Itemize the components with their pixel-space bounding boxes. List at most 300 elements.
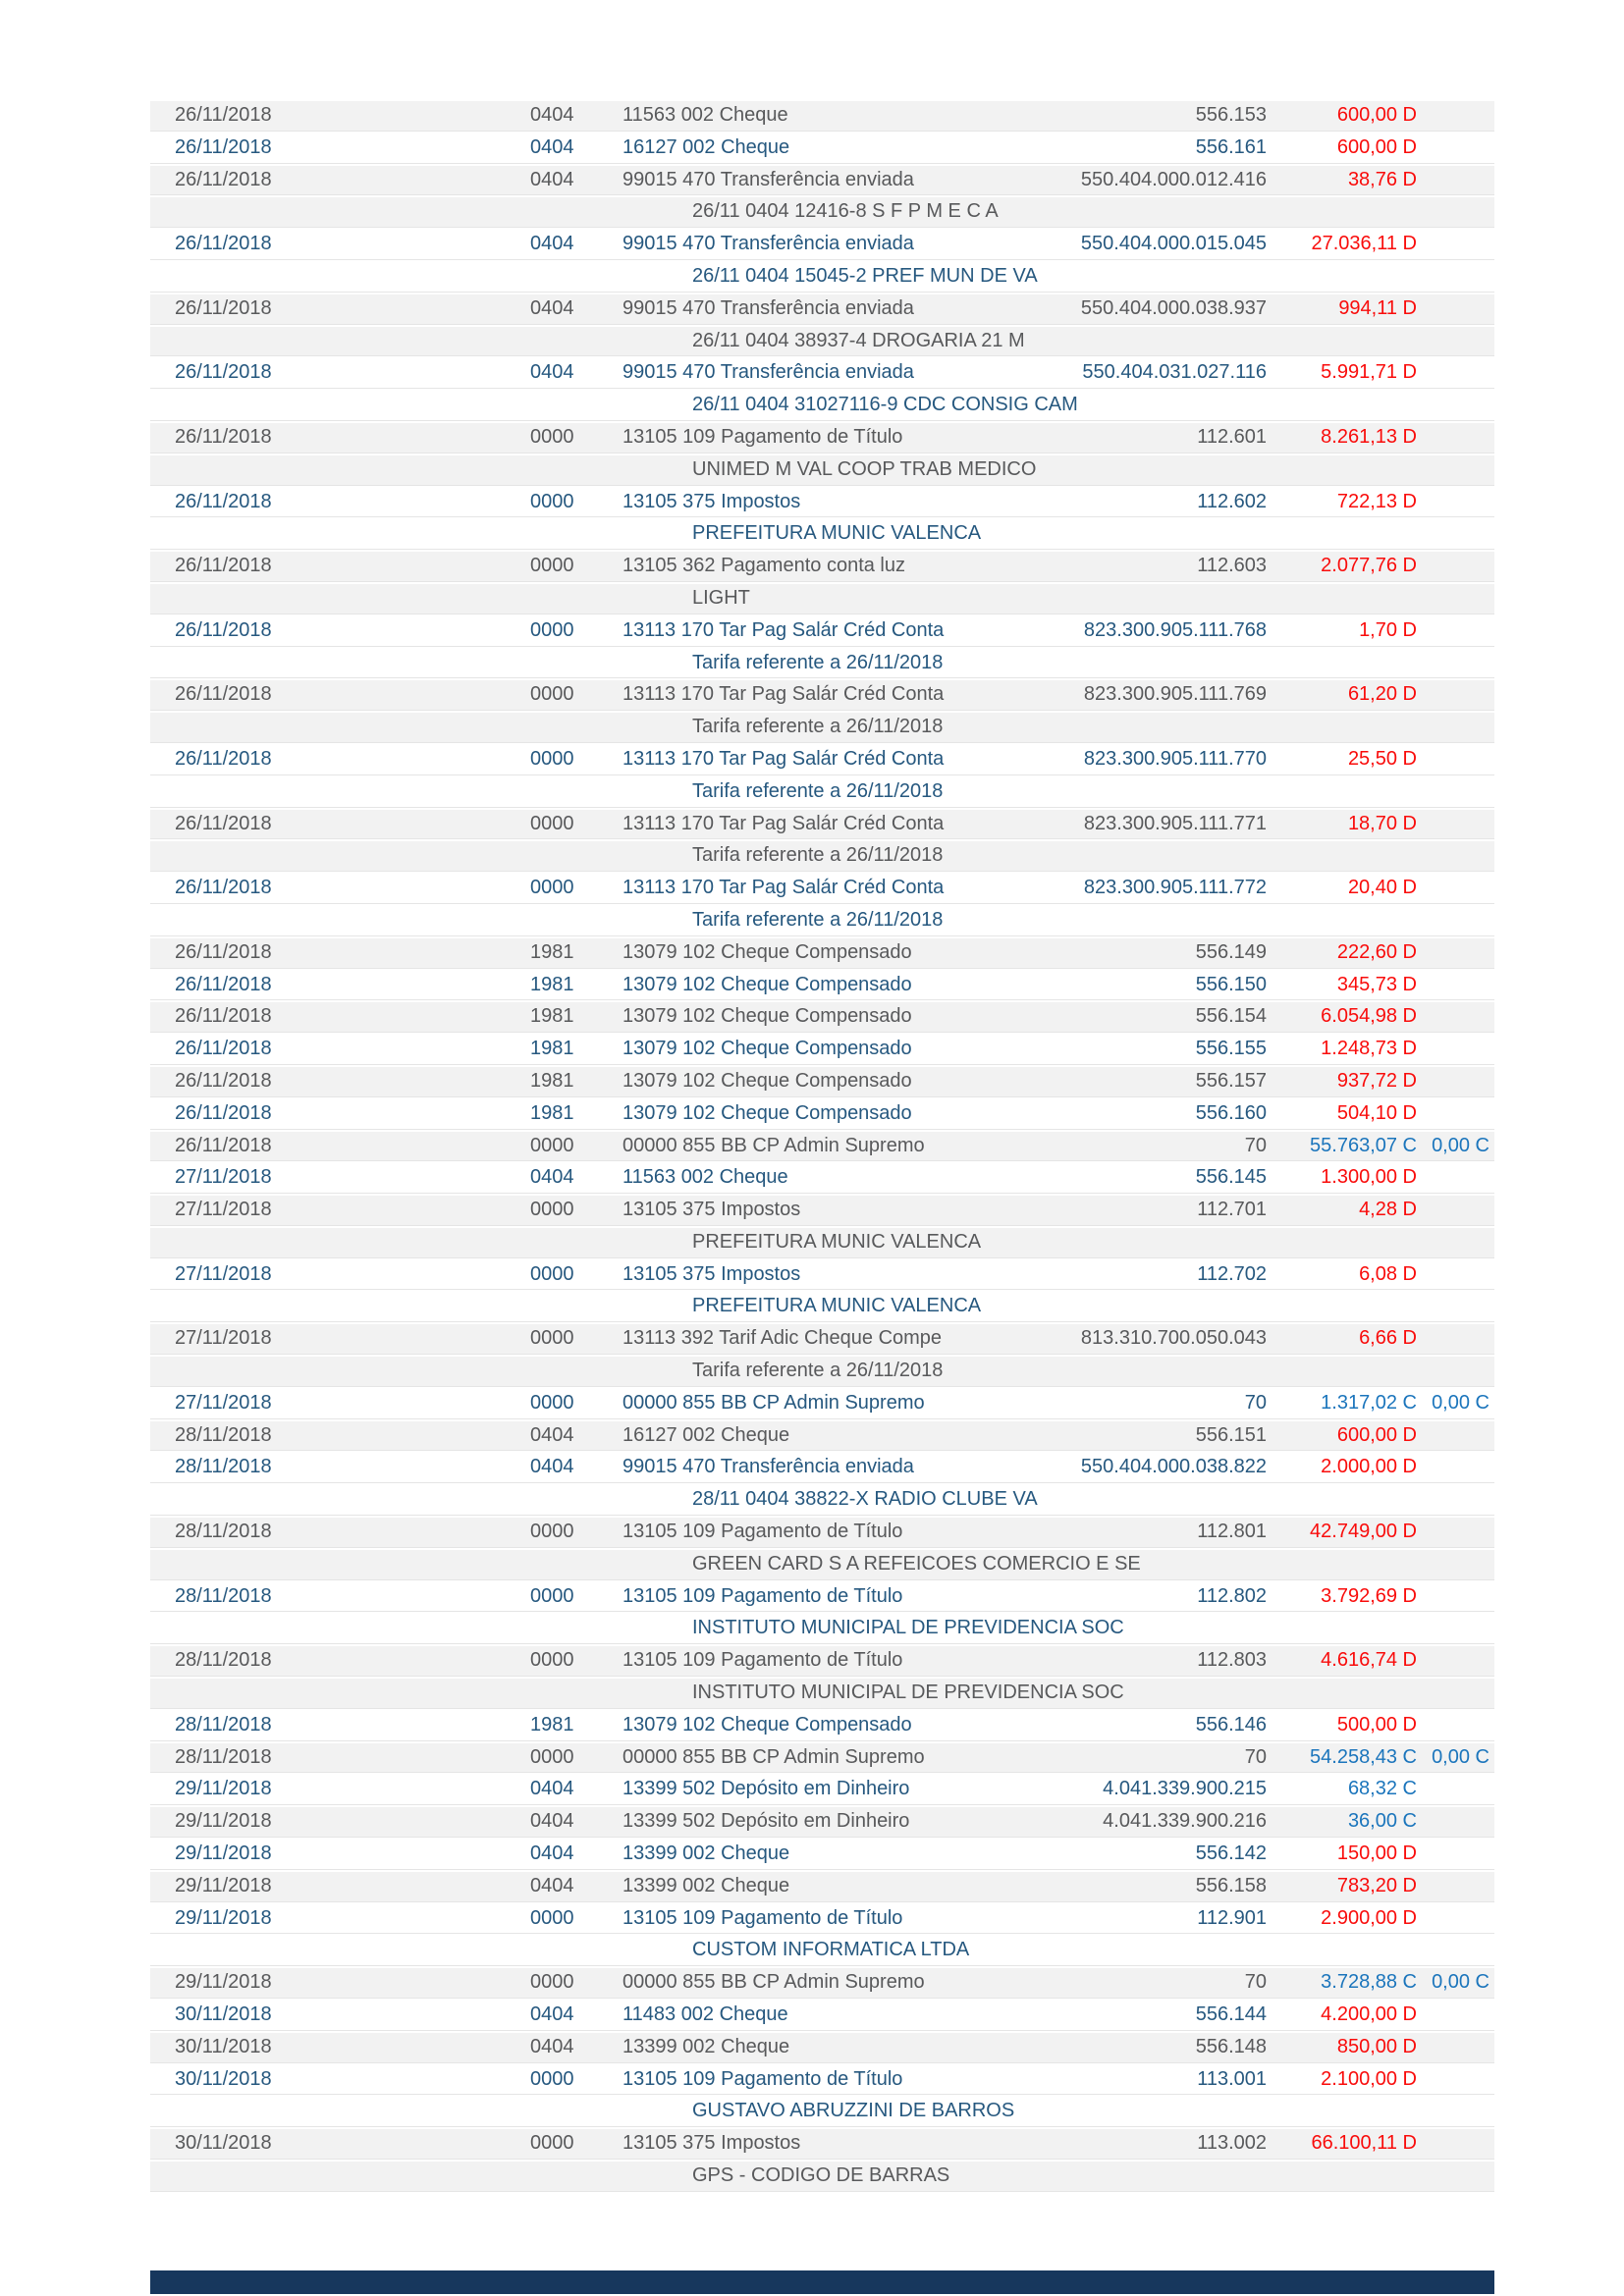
transaction-value: 2.000,00 D xyxy=(1321,1456,1417,1478)
transaction-row xyxy=(150,1260,1494,1290)
transaction-row xyxy=(150,1389,1494,1418)
transaction-document: 70 xyxy=(1244,1391,1267,1414)
transaction-detail: GREEN CARD S A REFEICOES COMERCIO E SE xyxy=(692,1552,1141,1575)
transaction-value: 1,70 D xyxy=(1359,618,1417,641)
transaction-row xyxy=(150,1775,1494,1804)
transaction-row xyxy=(150,2065,1494,2095)
transaction-value: 783,20 D xyxy=(1336,1874,1417,1896)
transaction-value: 850,00 D xyxy=(1336,2035,1417,2057)
transaction-branch: 0000 xyxy=(530,555,574,577)
transaction-value: 55.763,07 C xyxy=(1310,1134,1417,1156)
transaction-description: 13113 392 Tarif Adic Cheque Compe xyxy=(623,1327,943,1350)
transaction-value: 222,60 D xyxy=(1336,940,1417,963)
transaction-detail-row xyxy=(150,262,1494,292)
transaction-date: 29/11/2018 xyxy=(175,1842,272,1865)
transaction-row xyxy=(150,1872,1494,1901)
transaction-description: 13079 102 Cheque Compensado xyxy=(623,1069,912,1092)
transaction-document: 823.300.905.111.771 xyxy=(1083,812,1267,834)
transaction-row xyxy=(150,1196,1494,1225)
transaction-description: 00000 855 BB CP Admin Supremo xyxy=(623,1971,925,1994)
transaction-value: 4.616,74 D xyxy=(1321,1649,1417,1672)
transaction-detail-row xyxy=(150,391,1494,420)
transaction-detail-row xyxy=(150,649,1494,678)
transaction-branch: 0404 xyxy=(530,1423,574,1446)
transaction-document: 556.157 xyxy=(1195,1069,1267,1092)
transaction-detail-row xyxy=(150,1679,1494,1708)
transaction-detail-row xyxy=(150,584,1494,614)
transaction-date: 26/11/2018 xyxy=(175,1101,272,1124)
footer-bar xyxy=(150,2270,1494,2294)
transaction-branch: 0000 xyxy=(530,2132,574,2155)
transaction-detail-row xyxy=(150,2162,1494,2191)
transaction-detail-row xyxy=(150,519,1494,549)
transaction-branch: 0000 xyxy=(530,1262,574,1285)
transaction-branch: 0000 xyxy=(530,1199,574,1221)
transaction-date: 30/11/2018 xyxy=(175,2003,272,2026)
transaction-detail: 26/11 0404 31027116-9 CDC CONSIG CAM xyxy=(692,394,1078,416)
transaction-description: 13105 362 Pagamento conta luz xyxy=(623,555,905,577)
transaction-date: 26/11/2018 xyxy=(175,104,272,126)
transaction-branch: 0000 xyxy=(530,1391,574,1414)
transaction-branch: 0000 xyxy=(530,1906,574,1929)
transaction-description: 99015 470 Transferência enviada xyxy=(623,233,914,255)
transaction-row xyxy=(150,745,1494,774)
transaction-branch: 0404 xyxy=(530,168,574,190)
transaction-document: 556.144 xyxy=(1195,2003,1267,2026)
transaction-document: 113.002 xyxy=(1197,2132,1267,2155)
transaction-description: 99015 470 Transferência enviada xyxy=(623,1456,914,1478)
transaction-description: 13105 109 Pagamento de Título xyxy=(623,2067,903,2090)
transaction-date: 27/11/2018 xyxy=(175,1262,272,1285)
transaction-document: 556.153 xyxy=(1195,104,1267,126)
transaction-value: 5.991,71 D xyxy=(1321,361,1417,384)
transaction-branch: 0000 xyxy=(530,812,574,834)
transaction-value: 42.749,00 D xyxy=(1310,1521,1417,1543)
transaction-value: 27.036,11 D xyxy=(1311,233,1417,255)
transaction-detail-row xyxy=(150,1614,1494,1643)
transaction-branch: 0000 xyxy=(530,683,574,706)
transaction-date: 26/11/2018 xyxy=(175,1134,272,1156)
transaction-document: 556.151 xyxy=(1195,1423,1267,1446)
transaction-secondary-value: 0,00 C xyxy=(1432,1134,1489,1156)
transaction-date: 29/11/2018 xyxy=(175,1971,272,1994)
transaction-document: 112.602 xyxy=(1197,490,1267,512)
transaction-row xyxy=(150,1163,1494,1193)
transaction-branch: 0404 xyxy=(530,1456,574,1478)
transaction-detail-row xyxy=(150,1228,1494,1257)
transaction-detail: PREFEITURA MUNIC VALENCA xyxy=(692,1295,982,1317)
transaction-branch: 0404 xyxy=(530,135,574,158)
transaction-row xyxy=(150,1132,1494,1161)
transaction-document: 4.041.339.900.216 xyxy=(1103,1810,1267,1833)
transaction-value: 66.100,11 D xyxy=(1311,2132,1417,2155)
transaction-value: 2.077,76 D xyxy=(1321,555,1417,577)
transaction-row xyxy=(150,1453,1494,1482)
transaction-row xyxy=(150,680,1494,710)
transaction-detail-row xyxy=(150,1485,1494,1515)
transaction-value: 20,40 D xyxy=(1347,877,1417,899)
transaction-branch: 1981 xyxy=(530,973,574,995)
transaction-branch: 0000 xyxy=(530,1745,574,1768)
transaction-document: 113.001 xyxy=(1197,2067,1267,2090)
transaction-detail-row xyxy=(150,1550,1494,1579)
transaction-branch: 0404 xyxy=(530,1778,574,1800)
transaction-detail-row xyxy=(150,327,1494,356)
transaction-row xyxy=(150,294,1494,324)
transaction-date: 28/11/2018 xyxy=(175,1713,272,1735)
transaction-value: 722,13 D xyxy=(1336,490,1417,512)
transaction-document: 112.701 xyxy=(1197,1199,1267,1221)
transaction-detail: Tarifa referente a 26/11/2018 xyxy=(692,908,944,931)
transaction-branch: 0404 xyxy=(530,233,574,255)
transaction-row xyxy=(150,1035,1494,1064)
transaction-branch: 0000 xyxy=(530,490,574,512)
transaction-date: 30/11/2018 xyxy=(175,2067,272,2090)
transaction-secondary-value: 0,00 C xyxy=(1432,1971,1489,1994)
transaction-branch: 1981 xyxy=(530,940,574,963)
transaction-value: 1.248,73 D xyxy=(1321,1038,1417,1060)
transaction-date: 27/11/2018 xyxy=(175,1199,272,1221)
transaction-description: 13399 002 Cheque xyxy=(623,1842,790,1865)
transaction-description: 13113 170 Tar Pag Salár Créd Conta xyxy=(623,747,945,770)
transaction-branch: 0404 xyxy=(530,296,574,319)
transaction-value: 38,76 D xyxy=(1347,168,1417,190)
transaction-value: 6,08 D xyxy=(1359,1262,1417,1285)
transaction-description: 13399 502 Depósito em Dinheiro xyxy=(623,1778,910,1800)
transaction-detail: INSTITUTO MUNICIPAL DE PREVIDENCIA SOC xyxy=(692,1682,1124,1704)
transaction-date: 26/11/2018 xyxy=(175,555,272,577)
transaction-detail: GUSTAVO ABRUZZINI DE BARROS xyxy=(692,2100,1015,2122)
transaction-row xyxy=(150,810,1494,839)
transaction-date: 26/11/2018 xyxy=(175,361,272,384)
transaction-document: 556.154 xyxy=(1195,1005,1267,1028)
transaction-branch: 0404 xyxy=(530,2035,574,2057)
transaction-description: 13113 170 Tar Pag Salár Créd Conta xyxy=(623,683,945,706)
transaction-row xyxy=(150,2033,1494,2062)
transaction-document: 70 xyxy=(1244,1745,1267,1768)
transaction-branch: 0000 xyxy=(530,618,574,641)
transaction-date: 29/11/2018 xyxy=(175,1874,272,1896)
transaction-branch: 1981 xyxy=(530,1005,574,1028)
transaction-branch: 0404 xyxy=(530,2003,574,2026)
transaction-detail-row xyxy=(150,1936,1494,1965)
transaction-detail-row xyxy=(150,841,1494,871)
transaction-value: 6,66 D xyxy=(1359,1327,1417,1350)
statement-table xyxy=(150,101,1494,2194)
transaction-document: 556.149 xyxy=(1195,940,1267,963)
transaction-document: 556.155 xyxy=(1195,1038,1267,1060)
transaction-document: 112.603 xyxy=(1197,555,1267,577)
transaction-detail: PREFEITURA MUNIC VALENCA xyxy=(692,522,982,545)
transaction-value: 150,00 D xyxy=(1336,1842,1417,1865)
transaction-row xyxy=(150,1968,1494,1998)
transaction-description: 99015 470 Transferência enviada xyxy=(623,168,914,190)
transaction-detail-row xyxy=(150,2097,1494,2126)
transaction-description: 13105 109 Pagamento de Título xyxy=(623,1906,903,1929)
transaction-date: 28/11/2018 xyxy=(175,1423,272,1446)
transaction-value: 600,00 D xyxy=(1336,104,1417,126)
transaction-detail: 28/11 0404 38822-X RADIO CLUBE VA xyxy=(692,1488,1038,1511)
transaction-branch: 0000 xyxy=(530,1584,574,1607)
transaction-description: 16127 002 Cheque xyxy=(623,135,790,158)
transaction-description: 13105 109 Pagamento de Título xyxy=(623,1521,903,1543)
transaction-branch: 0000 xyxy=(530,877,574,899)
transaction-description: 13079 102 Cheque Compensado xyxy=(623,973,912,995)
transaction-branch: 0404 xyxy=(530,1166,574,1189)
transaction-value: 6.054,98 D xyxy=(1321,1005,1417,1028)
transaction-description: 99015 470 Transferência enviada xyxy=(623,296,914,319)
transaction-description: 13079 102 Cheque Compensado xyxy=(623,1713,912,1735)
transaction-row xyxy=(150,1067,1494,1096)
transaction-detail-row xyxy=(150,455,1494,485)
transaction-row xyxy=(150,971,1494,1000)
transaction-date: 28/11/2018 xyxy=(175,1456,272,1478)
transaction-detail-row xyxy=(150,777,1494,807)
transaction-document: 112.801 xyxy=(1197,1521,1267,1543)
transaction-detail-row xyxy=(150,1357,1494,1386)
transaction-date: 29/11/2018 xyxy=(175,1906,272,1929)
transaction-row xyxy=(150,488,1494,517)
transaction-description: 13079 102 Cheque Compensado xyxy=(623,1101,912,1124)
transaction-row xyxy=(150,1646,1494,1676)
transaction-document: 556.148 xyxy=(1195,2035,1267,2057)
transaction-description: 99015 470 Transferência enviada xyxy=(623,361,914,384)
transaction-description: 00000 855 BB CP Admin Supremo xyxy=(623,1391,925,1414)
transaction-document: 112.702 xyxy=(1197,1262,1267,1285)
transaction-value: 1.300,00 D xyxy=(1321,1166,1417,1189)
transaction-document: 556.142 xyxy=(1195,1842,1267,1865)
transaction-row xyxy=(150,1840,1494,1869)
transaction-date: 26/11/2018 xyxy=(175,940,272,963)
transaction-description: 13105 375 Impostos xyxy=(623,490,801,512)
transaction-row xyxy=(150,358,1494,388)
transaction-detail: 26/11 0404 12416-8 S F P M E C A xyxy=(692,200,999,223)
transaction-row xyxy=(150,423,1494,453)
transaction-date: 27/11/2018 xyxy=(175,1391,272,1414)
transaction-document: 556.145 xyxy=(1195,1166,1267,1189)
transaction-document: 556.146 xyxy=(1195,1713,1267,1735)
transaction-branch: 0404 xyxy=(530,361,574,384)
transaction-description: 13113 170 Tar Pag Salár Créd Conta xyxy=(623,877,945,899)
transaction-document: 70 xyxy=(1244,1134,1267,1156)
transaction-description: 13079 102 Cheque Compensado xyxy=(623,940,912,963)
transaction-document: 112.802 xyxy=(1197,1584,1267,1607)
transaction-description: 13105 375 Impostos xyxy=(623,1199,801,1221)
transaction-description: 13079 102 Cheque Compensado xyxy=(623,1005,912,1028)
transaction-detail: CUSTOM INFORMATICA LTDA xyxy=(692,1939,970,1961)
transaction-date: 30/11/2018 xyxy=(175,2035,272,2057)
transaction-value: 68,32 C xyxy=(1347,1778,1417,1800)
transaction-branch: 1981 xyxy=(530,1713,574,1735)
transaction-date: 26/11/2018 xyxy=(175,296,272,319)
transaction-branch: 0000 xyxy=(530,747,574,770)
transaction-description: 11563 002 Cheque xyxy=(623,104,788,126)
transaction-document: 823.300.905.111.770 xyxy=(1083,747,1267,770)
transaction-row xyxy=(150,166,1494,195)
transaction-detail: Tarifa referente a 26/11/2018 xyxy=(692,844,944,867)
transaction-date: 28/11/2018 xyxy=(175,1521,272,1543)
transaction-branch: 0000 xyxy=(530,2067,574,2090)
transaction-description: 00000 855 BB CP Admin Supremo xyxy=(623,1745,925,1768)
transaction-secondary-value: 0,00 C xyxy=(1432,1745,1489,1768)
transaction-document: 556.158 xyxy=(1195,1874,1267,1896)
transaction-date: 26/11/2018 xyxy=(175,1005,272,1028)
transaction-row xyxy=(150,1711,1494,1740)
transaction-value: 600,00 D xyxy=(1336,1423,1417,1446)
transaction-value: 4.200,00 D xyxy=(1321,2003,1417,2026)
transaction-document: 112.901 xyxy=(1197,1906,1267,1929)
transaction-detail-row xyxy=(150,1292,1494,1321)
transaction-detail: UNIMED M VAL COOP TRAB MEDICO xyxy=(692,457,1037,480)
transaction-document: 556.160 xyxy=(1195,1101,1267,1124)
transaction-date: 30/11/2018 xyxy=(175,2132,272,2155)
transaction-detail-row xyxy=(150,713,1494,742)
transaction-row xyxy=(150,938,1494,968)
transaction-date: 28/11/2018 xyxy=(175,1745,272,1768)
transaction-detail: PREFEITURA MUNIC VALENCA xyxy=(692,1230,982,1253)
transaction-document: 550.404.000.038.937 xyxy=(1080,296,1267,319)
transaction-date: 26/11/2018 xyxy=(175,1069,272,1092)
transaction-row xyxy=(150,1421,1494,1451)
transaction-value: 1.317,02 C xyxy=(1321,1391,1417,1414)
transaction-date: 26/11/2018 xyxy=(175,168,272,190)
transaction-date: 26/11/2018 xyxy=(175,490,272,512)
transaction-document: 823.300.905.111.768 xyxy=(1083,618,1267,641)
transaction-value: 994,11 D xyxy=(1338,296,1417,319)
transaction-date: 26/11/2018 xyxy=(175,233,272,255)
transaction-branch: 0404 xyxy=(530,1810,574,1833)
transaction-value: 937,72 D xyxy=(1336,1069,1417,1092)
transaction-value: 504,10 D xyxy=(1336,1101,1417,1124)
transaction-description: 13079 102 Cheque Compensado xyxy=(623,1038,912,1060)
transaction-row xyxy=(150,1002,1494,1032)
transaction-value: 25,50 D xyxy=(1347,747,1417,770)
transaction-branch: 1981 xyxy=(530,1069,574,1092)
transaction-document: 112.601 xyxy=(1197,425,1267,448)
transaction-row xyxy=(150,1582,1494,1612)
transaction-value: 36,00 C xyxy=(1347,1810,1417,1833)
transaction-date: 26/11/2018 xyxy=(175,877,272,899)
transaction-branch: 0000 xyxy=(530,425,574,448)
transaction-description: 13105 109 Pagamento de Título xyxy=(623,1649,903,1672)
transaction-branch: 0000 xyxy=(530,1134,574,1156)
transaction-branch: 0404 xyxy=(530,1842,574,1865)
transaction-document: 556.161 xyxy=(1195,135,1267,158)
transaction-row xyxy=(150,1743,1494,1773)
transaction-row xyxy=(150,1099,1494,1129)
transaction-detail: Tarifa referente a 26/11/2018 xyxy=(692,779,944,802)
transaction-description: 13113 170 Tar Pag Salár Créd Conta xyxy=(623,618,945,641)
transaction-value: 8.261,13 D xyxy=(1321,425,1417,448)
transaction-value: 3.728,88 C xyxy=(1321,1971,1417,1994)
transaction-document: 550.404.000.012.416 xyxy=(1080,168,1267,190)
transaction-document: 823.300.905.111.772 xyxy=(1083,877,1267,899)
transaction-branch: 0404 xyxy=(530,1874,574,1896)
transaction-document: 823.300.905.111.769 xyxy=(1083,683,1267,706)
transaction-date: 26/11/2018 xyxy=(175,973,272,995)
transaction-document: 4.041.339.900.215 xyxy=(1103,1778,1267,1800)
transaction-branch: 1981 xyxy=(530,1101,574,1124)
transaction-detail: Tarifa referente a 26/11/2018 xyxy=(692,651,944,673)
transaction-value: 2.100,00 D xyxy=(1321,2067,1417,2090)
transaction-branch: 1981 xyxy=(530,1038,574,1060)
transaction-value: 61,20 D xyxy=(1347,683,1417,706)
transaction-value: 500,00 D xyxy=(1336,1713,1417,1735)
transaction-description: 16127 002 Cheque xyxy=(623,1423,790,1446)
transaction-date: 26/11/2018 xyxy=(175,747,272,770)
transaction-detail: GPS - CODIGO DE BARRAS xyxy=(692,2164,950,2186)
transaction-row xyxy=(150,1324,1494,1354)
transaction-row xyxy=(150,1807,1494,1837)
transaction-row xyxy=(150,552,1494,581)
transaction-secondary-value: 0,00 C xyxy=(1432,1391,1489,1414)
transaction-value: 18,70 D xyxy=(1347,812,1417,834)
transaction-value: 2.900,00 D xyxy=(1321,1906,1417,1929)
transaction-description: 13105 375 Impostos xyxy=(623,1262,801,1285)
transaction-detail-row xyxy=(150,197,1494,227)
transaction-row xyxy=(150,1518,1494,1547)
transaction-value: 345,73 D xyxy=(1336,973,1417,995)
transaction-description: 00000 855 BB CP Admin Supremo xyxy=(623,1134,925,1156)
transaction-date: 27/11/2018 xyxy=(175,1327,272,1350)
transaction-description: 11483 002 Cheque xyxy=(623,2003,788,2026)
transaction-date: 26/11/2018 xyxy=(175,683,272,706)
transaction-branch: 0000 xyxy=(530,1521,574,1543)
transaction-row xyxy=(150,1904,1494,1934)
transaction-detail: Tarifa referente a 26/11/2018 xyxy=(692,1360,944,1382)
transaction-date: 28/11/2018 xyxy=(175,1649,272,1672)
transaction-date: 28/11/2018 xyxy=(175,1584,272,1607)
transaction-date: 26/11/2018 xyxy=(175,812,272,834)
transaction-date: 26/11/2018 xyxy=(175,425,272,448)
transaction-document: 550.404.000.038.822 xyxy=(1080,1456,1267,1478)
transaction-description: 13105 109 Pagamento de Título xyxy=(623,1584,903,1607)
transaction-value: 3.792,69 D xyxy=(1321,1584,1417,1607)
transaction-row xyxy=(150,874,1494,903)
transaction-date: 27/11/2018 xyxy=(175,1166,272,1189)
transaction-document: 550.404.000.015.045 xyxy=(1080,233,1267,255)
transaction-branch: 0000 xyxy=(530,1971,574,1994)
transaction-value: 600,00 D xyxy=(1336,135,1417,158)
transaction-detail-row xyxy=(150,906,1494,935)
transaction-detail: INSTITUTO MUNICIPAL DE PREVIDENCIA SOC xyxy=(692,1617,1124,1639)
transaction-description: 13105 375 Impostos xyxy=(623,2132,801,2155)
transaction-row xyxy=(150,101,1494,131)
transaction-row xyxy=(150,2001,1494,2030)
transaction-value: 4,28 D xyxy=(1359,1199,1417,1221)
transaction-description: 13105 109 Pagamento de Título xyxy=(623,425,903,448)
transaction-description: 13399 002 Cheque xyxy=(623,1874,790,1896)
transaction-description: 13113 170 Tar Pag Salár Créd Conta xyxy=(623,812,945,834)
transaction-row xyxy=(150,616,1494,646)
transaction-detail: LIGHT xyxy=(692,586,750,609)
transaction-date: 29/11/2018 xyxy=(175,1778,272,1800)
transaction-document: 112.803 xyxy=(1197,1649,1267,1672)
transaction-date: 26/11/2018 xyxy=(175,135,272,158)
transaction-branch: 0000 xyxy=(530,1327,574,1350)
transaction-detail: 26/11 0404 15045-2 PREF MUN DE VA xyxy=(692,264,1038,287)
transaction-row xyxy=(150,2129,1494,2159)
transaction-value: 54.258,43 C xyxy=(1310,1745,1417,1768)
transaction-document: 813.310.700.050.043 xyxy=(1080,1327,1267,1350)
transaction-row xyxy=(150,230,1494,259)
transaction-detail: Tarifa referente a 26/11/2018 xyxy=(692,716,944,738)
transaction-document: 550.404.031.027.116 xyxy=(1082,361,1267,384)
transaction-date: 29/11/2018 xyxy=(175,1810,272,1833)
transaction-description: 13399 002 Cheque xyxy=(623,2035,790,2057)
transaction-date: 26/11/2018 xyxy=(175,1038,272,1060)
transaction-document: 556.150 xyxy=(1195,973,1267,995)
